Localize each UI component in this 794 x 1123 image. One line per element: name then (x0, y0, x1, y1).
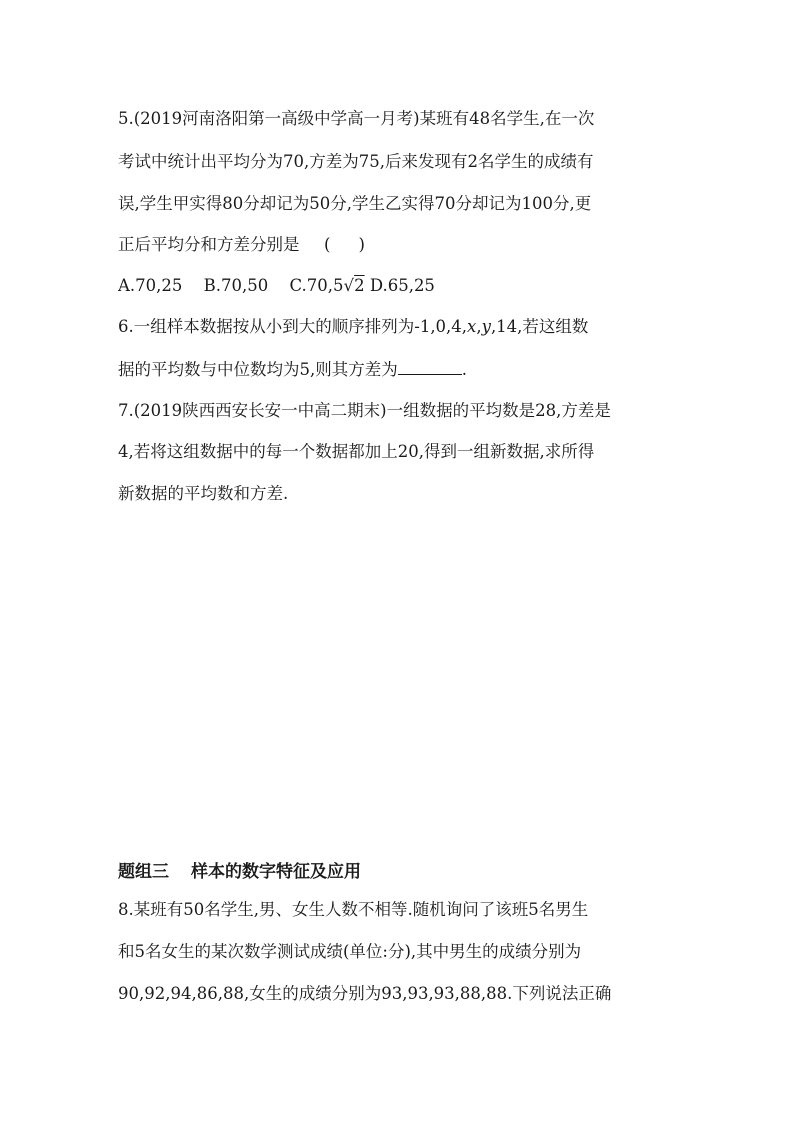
q7-line-3: 新数据的平均数和方差. (118, 484, 289, 503)
answer-blank (398, 358, 462, 375)
option-c: C.70,5√2 (289, 276, 365, 295)
section-label: 题组三 (118, 862, 169, 882)
section-heading (118, 857, 361, 882)
option-b: B.70,50 (203, 276, 269, 295)
variable-x: x (467, 317, 477, 336)
q5-options (118, 275, 684, 297)
q5-line-4 (118, 234, 684, 256)
option-d: D.65,25 (369, 276, 435, 295)
variable-y: y (481, 317, 491, 336)
q8-line-2: 和5名女生的某次数学测试成绩(单位:分),其中男生的成绩分别为 (118, 942, 582, 961)
answer-bracket-close: ) (358, 235, 365, 254)
q8-line-3: 90,92,94,86,88,女生的成绩分别为93,93,93,88,88.下列说法正确 (118, 984, 612, 1003)
q5-stem-end: 正后平均分和方差分别是 (118, 235, 300, 254)
sqrt-symbol: √ (343, 276, 355, 295)
q6-line-2: 据的平均数与中位数均为5,则其方差为 . (118, 360, 467, 379)
q6-line-1: 6.一组样本数据按从小到大的顺序排列为-1,0,4,x,y,14,若这组数 (118, 317, 589, 336)
q5-line-2: 考试中统计出平均分为70,方差为75,后来发现有2名学生的成绩有 (118, 152, 594, 171)
q7-line-2: 4,若将这组数据中的每一个数据都加上20,得到一组新数据,求所得 (118, 442, 595, 461)
answer-bracket-open: ( (324, 235, 331, 254)
q5-line-1: 5.(2019河南洛阳第一高级中学高一月考)某班有48名学生,在一次 (118, 109, 595, 128)
sqrt-radicand: 2 (354, 276, 365, 295)
option-a: A.70,25 (118, 276, 183, 295)
section-title-text: 样本的数字特征及应用 (191, 862, 361, 882)
q5-line-3: 误,学生甲实得80分却记为50分,学生乙实得70分却记为100分,更 (118, 194, 592, 213)
q7-line-1: 7.(2019陕西西安长安一中高二期末)一组数据的平均数是28,方差是 (118, 401, 611, 420)
q8-line-1: 8.某班有50名学生,男、女生人数不相等.随机询问了该班5名男生 (118, 900, 589, 919)
